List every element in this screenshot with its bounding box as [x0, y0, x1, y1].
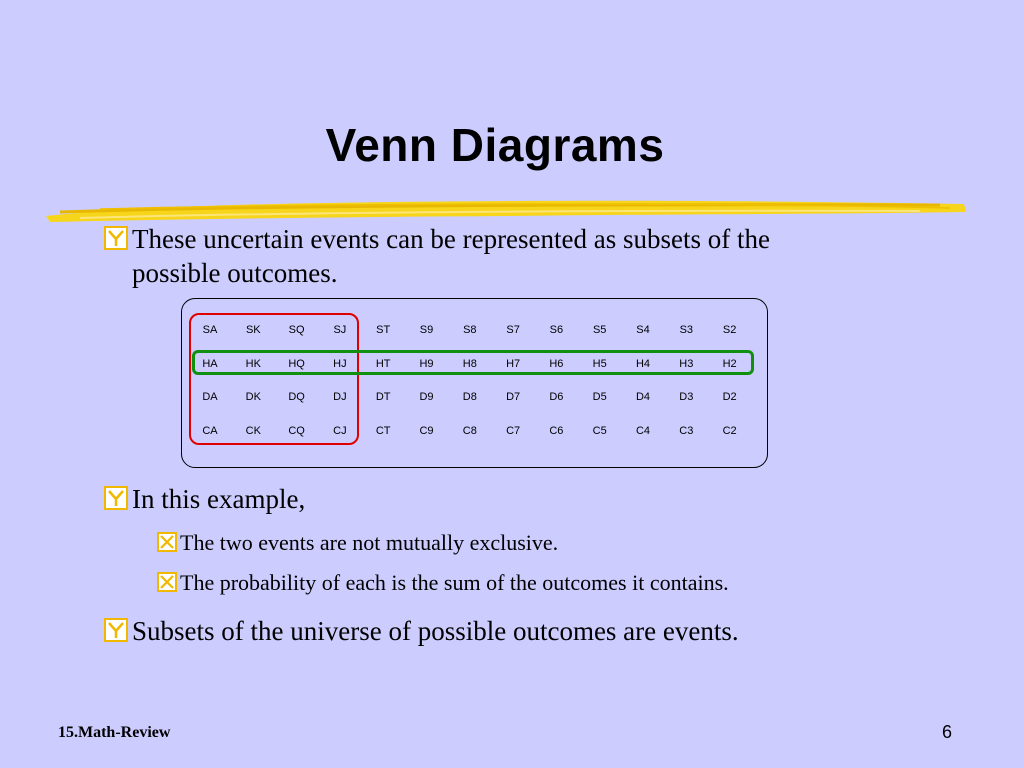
slide-title: Venn Diagrams [325, 119, 665, 171]
outcome-cell: HT [375, 357, 391, 370]
outcome-cell: D3 [679, 391, 694, 403]
outcome-cell: C7 [506, 424, 521, 437]
outcome-cell: S5 [592, 324, 607, 336]
outcome-cell: S7 [506, 324, 520, 336]
outcome-cell: C9 [419, 424, 434, 437]
outcome-cell: S2 [722, 324, 737, 336]
outcome-cell: D8 [462, 391, 477, 403]
outcome-cell: DQ [288, 391, 305, 403]
outcome-cell: SJ [333, 324, 347, 336]
outcome-cell: D5 [592, 391, 607, 403]
outcome-cell: CJ [333, 424, 347, 437]
outcome-cell: S3 [679, 324, 694, 336]
outcome-cell: DK [245, 391, 261, 403]
outcome-cell: CA [202, 424, 218, 437]
sub-bullet-probability [157, 569, 729, 597]
outcome-cell: HQ [288, 357, 305, 370]
outcome-cell: C4 [635, 424, 651, 437]
outcome-cell: ST [376, 324, 391, 336]
outcome-cell: C2 [722, 424, 737, 437]
outcome-cell: D2 [722, 391, 737, 403]
bullet-text: These uncertain events can be represented as subsets of the possible outcomes. [132, 224, 770, 288]
outcome-cell: CK [245, 424, 261, 437]
outcome-cell: DT [375, 391, 391, 403]
outcome-cell: D9 [419, 391, 434, 403]
outcome-cell: H4 [635, 357, 651, 370]
outcome-cell: H5 [592, 357, 607, 370]
outcome-cell: H8 [462, 357, 477, 370]
sub-bullet-text: The two events are not mutually exclusive. [180, 530, 559, 555]
footer-course-label: 15.Math-Review [58, 724, 171, 741]
outcome-cell: D6 [549, 391, 564, 403]
outcome-cell: HJ [333, 357, 347, 370]
event-hearts-region [192, 350, 754, 375]
outcome-cell: S6 [549, 324, 564, 336]
outcome-cell: CQ [288, 424, 305, 437]
outcome-cell: C6 [549, 424, 564, 437]
outcome-cell: H2 [722, 357, 737, 370]
y-checkbox-icon [104, 486, 128, 510]
footer-page-number: 6 [942, 722, 953, 742]
bullet-text: Subsets of the universe of possible outcomes are events. [132, 616, 739, 646]
outcome-cell: CT [375, 424, 391, 437]
outcome-cell: SK [245, 324, 261, 336]
sub-bullet-text: The probability of each is the sum of the outcomes it contains. [180, 570, 729, 595]
outcome-cell: HK [245, 357, 261, 370]
outcome-cell: S4 [636, 324, 650, 336]
bullet-events [104, 614, 739, 648]
bullet-text: In this example, [132, 484, 306, 514]
x-checkbox-icon [157, 532, 177, 552]
sub-bullet-not-exclusive [157, 529, 558, 557]
outcome-cell: S8 [463, 324, 477, 336]
outcome-cell: HA [202, 357, 218, 370]
bullet-example [104, 482, 305, 516]
outcome-cell: SA [202, 324, 218, 336]
outcome-cell: SQ [288, 324, 305, 336]
outcome-cell: H6 [549, 357, 564, 370]
outcome-cell: DJ [333, 391, 347, 403]
event-face-cards-region [189, 313, 359, 445]
bullet-subsets [104, 222, 894, 290]
outcome-cell: H9 [419, 357, 434, 370]
outcome-cell: D7 [506, 391, 521, 403]
outcome-cell: C3 [679, 424, 694, 437]
outcome-cell: DA [202, 391, 218, 403]
x-checkbox-icon [157, 572, 177, 592]
y-checkbox-icon [104, 618, 128, 642]
y-checkbox-icon [104, 226, 128, 250]
outcome-cell: D4 [635, 391, 651, 403]
outcome-cell: H7 [506, 357, 521, 370]
outcome-cell: C5 [592, 424, 607, 437]
outcome-cell: H3 [679, 357, 694, 370]
outcome-cell: S9 [419, 324, 434, 336]
outcome-cell: C8 [462, 424, 477, 437]
